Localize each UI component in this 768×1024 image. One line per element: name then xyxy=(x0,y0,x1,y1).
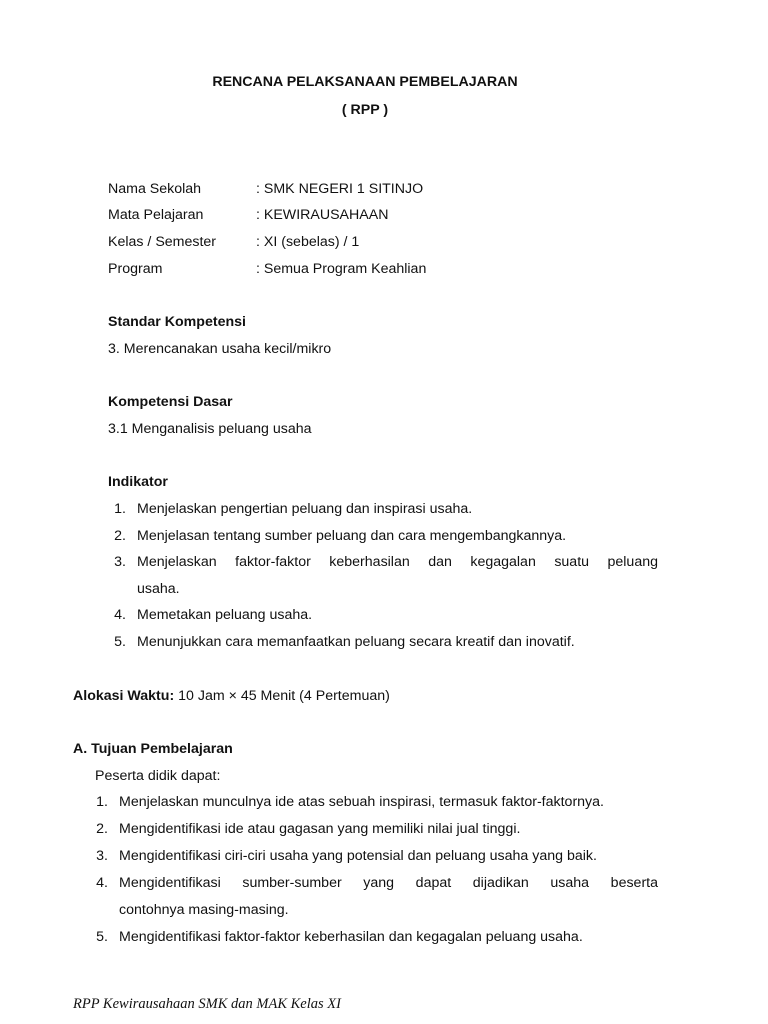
document-subtitle: ( RPP ) xyxy=(341,102,389,118)
standar-heading: Standar Kompetensi xyxy=(108,314,246,330)
identity-label-subject: Mata Pelajaran xyxy=(108,207,204,223)
tujuan-intro: Peserta didik dapat: xyxy=(95,768,221,784)
list-item: Mengidentifikasi faktor-faktor keberhasilan dan kegagalan peluang usaha. xyxy=(119,929,583,945)
identity-value-class: : XI (sebelas) / 1 xyxy=(256,234,360,250)
identity-label-program: Program xyxy=(108,261,163,277)
list-item: Mengidentifikasi ide atau gagasan yang memiliki nilai jual tinggi. xyxy=(119,821,521,837)
list-item-number: 4. xyxy=(96,875,108,891)
indikator-heading: Indikator xyxy=(108,474,168,490)
standar-text: 3. Merencanakan usaha kecil/mikro xyxy=(108,341,332,357)
identity-value-program: : Semua Program Keahlian xyxy=(256,261,427,277)
list-item-number: 2. xyxy=(96,821,108,837)
alokasi-waktu xyxy=(73,687,390,705)
list-item-number: 2. xyxy=(114,528,126,544)
list-item: Menjelasan tentang sumber peluang dan cara mengembangkannya. xyxy=(137,528,567,544)
list-item: Menjelaskan faktor-faktor keberhasilan dan kegagalan suatu peluang xyxy=(137,554,658,570)
list-item-number: 3. xyxy=(114,554,126,570)
list-item-number: 5. xyxy=(114,634,126,650)
list-item: Mengidentifikasi ciri-ciri usaha yang potensial dan peluang usaha yang baik. xyxy=(119,848,597,864)
list-item-number: 3. xyxy=(96,848,108,864)
list-item-number: 4. xyxy=(114,607,126,623)
list-item-number: 5. xyxy=(96,929,108,945)
identity-value-subject: : KEWIRAUSAHAAN xyxy=(256,207,389,223)
list-item: Mengidentifikasi sumber-sumber yang dapat dijadikan usaha beserta xyxy=(119,875,658,891)
list-item: Menjelaskan pengertian peluang dan inspirasi usaha. xyxy=(137,501,473,517)
kompetensi-text: 3.1 Menganalisis peluang usaha xyxy=(108,421,312,437)
list-item-continuation: contohnya masing-masing. xyxy=(119,902,289,918)
tujuan-heading: A. Tujuan Pembelajaran xyxy=(73,741,233,757)
document-title: RENCANA PELAKSANAAN PEMBELAJARAN xyxy=(212,74,518,90)
alokasi-value: 10 Jam × 45 Menit (4 Pertemuan) xyxy=(178,688,390,704)
list-item-continuation: usaha. xyxy=(137,581,180,597)
list-item: Menunjukkan cara memanfaatkan peluang secara kreatif dan inovatif. xyxy=(137,634,575,650)
list-item-number: 1. xyxy=(114,501,126,517)
identity-value-school: : SMK NEGERI 1 SITINJO xyxy=(256,181,424,197)
list-item-number: 1. xyxy=(96,794,108,810)
kompetensi-heading: Kompetensi Dasar xyxy=(108,394,233,410)
list-item: Menjelaskan munculnya ide atas sebuah inspirasi, termasuk faktor-faktornya. xyxy=(119,794,604,810)
identity-label-class: Kelas / Semester xyxy=(108,234,217,250)
list-item: Memetakan peluang usaha. xyxy=(137,607,313,623)
identity-label-school: Nama Sekolah xyxy=(108,181,202,197)
alokasi-label: Alokasi Waktu: xyxy=(73,688,175,704)
page-footer: RPP Kewirausahaan SMK dan MAK Kelas XI xyxy=(73,996,341,1012)
